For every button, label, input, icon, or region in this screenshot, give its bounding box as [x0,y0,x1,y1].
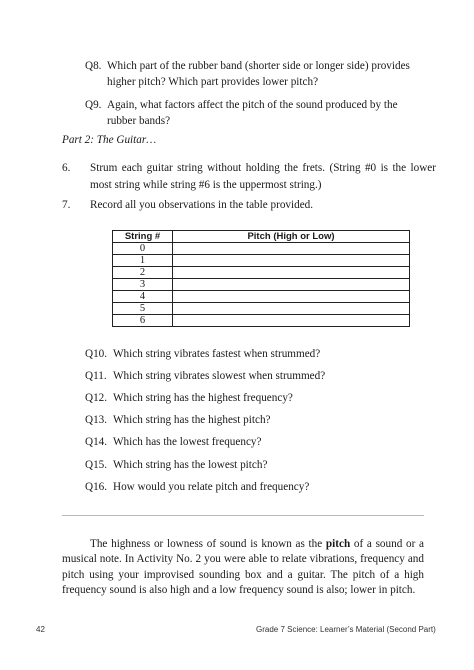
observation-table [112,230,410,327]
table-row [113,255,410,267]
section-divider [62,515,424,516]
string-cell: 4 [113,291,173,303]
string-cell: 5 [113,303,173,315]
step-6 [62,160,436,194]
table-row [113,243,410,255]
question-number: Q12. [85,392,108,404]
table-row [113,315,410,327]
question-q16 [85,479,425,495]
pitch-cell [173,279,410,291]
question-number: Q11. [85,370,107,382]
table-row [113,291,410,303]
question-q10 [85,346,425,362]
question-q9 [85,97,425,129]
question-number: Q13. [85,414,108,426]
table-row [113,303,410,315]
question-q11 [85,368,425,384]
header-pitch: Pitch (High or Low) [173,231,410,243]
step-7 [62,197,436,214]
question-number: Q15. [85,459,108,471]
header-string: String # [113,231,173,243]
question-q14 [85,434,425,450]
summary-paragraph [62,537,424,598]
question-q8 [85,58,425,90]
pitch-cell [173,267,410,279]
summary-keyword: pitch [325,538,351,550]
question-text: Which string vibrates slowest when strummed? [113,370,326,382]
question-text: Which part of the rubber band (shorter side or longer side) provides higher pitch? Which part provides lower pitch? [107,60,410,88]
question-number: Q10. [85,348,108,360]
table-row [113,267,410,279]
string-cell: 2 [113,267,173,279]
summary-text-start: The highness or lowness of sound is known as the [90,538,326,550]
string-cell: 6 [113,315,173,327]
string-cell: 3 [113,279,173,291]
step-number: 6. [62,162,71,174]
question-q12 [85,390,425,406]
step-number: 7. [62,199,71,211]
question-text: Which string has the highest frequency? [113,392,293,404]
table-header-row [113,231,410,243]
pitch-cell [173,303,410,315]
question-text: Which string has the lowest pitch? [113,459,268,471]
question-text: How would you relate pitch and frequency? [113,481,310,493]
pitch-cell [173,291,410,303]
string-cell: 0 [113,243,173,255]
pitch-cell [173,315,410,327]
pitch-cell [173,243,410,255]
table-row [113,279,410,291]
question-number: Q9. [85,99,102,111]
question-q13 [85,412,425,428]
summary-text-end: of a sound or a musical note. In Activity No. 2 you were able to relate vibrations, frequency and pitch using your improvised sounding box and a guitar. The pitch of a high frequency sound is also high and a low frequency sound is also; lower in pitch. [62,538,424,596]
step-text: Record all you observations in the table provided. [90,199,314,211]
question-text: Which string has the highest pitch? [113,414,271,426]
string-cell: 1 [113,255,173,267]
question-q15 [85,457,425,473]
question-text: Again, what factors affect the pitch of the sound produced by the rubber bands? [107,99,398,127]
footer-title: Grade 7 Science: Learner’s Material (Second Part) [256,625,436,634]
question-number: Q14. [85,436,108,448]
page-number: 42 [36,625,45,634]
question-text: Which has the lowest frequency? [113,436,262,448]
step-text: Strum each guitar string without holding the frets. (String #0 is the lower most string while string #6 is the uppermost string.) [90,162,436,191]
question-number: Q16. [85,481,108,493]
question-number: Q8. [85,60,102,72]
question-text: Which string vibrates fastest when strummed? [113,348,321,360]
part-heading: Part 2: The Guitar… [62,134,157,146]
pitch-cell [173,255,410,267]
